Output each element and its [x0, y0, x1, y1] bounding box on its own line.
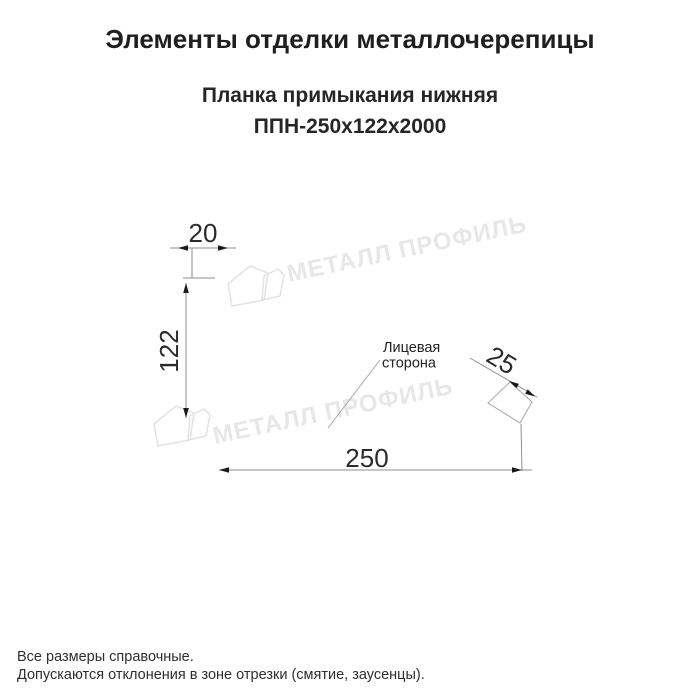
arrowhead-left-icon	[219, 467, 229, 473]
product-code: ППН-250х122х2000	[253, 115, 447, 138]
metal-profil-crown-icon	[228, 266, 284, 306]
dim-value-20: 20	[188, 218, 218, 248]
product-name: Планка примыкания нижняя	[201, 84, 499, 107]
metal-profil-crown-icon	[154, 406, 210, 446]
arrowhead-right-icon	[218, 245, 228, 251]
extension-line-right	[521, 424, 522, 471]
dimension-top-fold-20	[170, 218, 236, 251]
arrowhead-left-icon	[178, 245, 188, 251]
dimension-height-122	[154, 283, 189, 418]
arrowhead-upleft-icon	[509, 381, 519, 388]
profile-hem-fold	[488, 382, 532, 423]
watermark-top	[228, 211, 529, 306]
watermark-text: МЕТАЛЛ ПРОФИЛЬ	[284, 210, 530, 288]
footer-note-1: Все размеры справочные.	[17, 649, 194, 665]
arrowhead-down-icon	[183, 408, 189, 418]
dimension-width-250	[219, 443, 532, 473]
page-title: Элементы отделки металлочерепицы	[105, 24, 595, 54]
dim-value-122: 122	[154, 329, 184, 373]
watermark-text: МЕТАЛЛ ПРОФИЛЬ	[210, 372, 456, 450]
arrowhead-right-icon	[512, 467, 522, 473]
face-side-line2: сторона	[382, 355, 436, 372]
watermark-bottom	[154, 373, 455, 450]
footer-note-2: Допускаются отклонения в зоне отрезки (смятие, заусенцы).	[17, 667, 425, 683]
arrowhead-up-icon	[183, 283, 189, 293]
profile-top-fold	[183, 248, 215, 278]
face-side-line1: Лицевая	[383, 340, 441, 356]
dim-value-25: 25	[481, 339, 522, 381]
dim-value-250: 250	[345, 443, 389, 473]
